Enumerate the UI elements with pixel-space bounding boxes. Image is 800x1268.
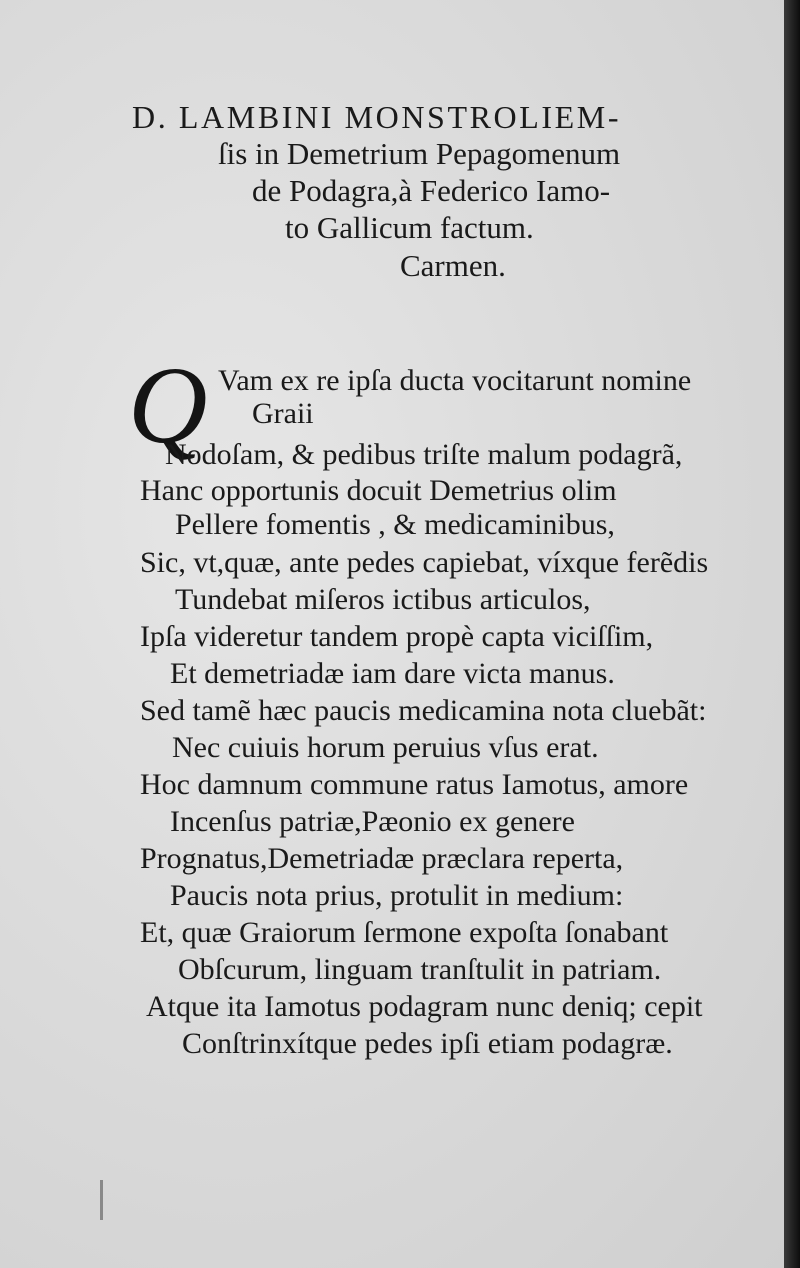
verse-line: Conſtrinxítque pedes ipſi etiam podagræ. [182, 1027, 673, 1060]
heading-line-1: D. LAMBINI MONSTROLIEM- [132, 99, 622, 135]
verse-line: Nec cuiuis horum peruius vſus erat. [172, 731, 599, 764]
verse-line: Ipſa videretur tandem propè capta viciſſim, [140, 620, 654, 653]
verse-line: Sed tamẽ hæc paucis medicamina nota cluebãt: [140, 694, 707, 727]
drop-cap: Q [128, 344, 208, 466]
verse-line: Tundebat miſeros ictibus articulos, [175, 583, 591, 616]
heading-line-2: ſis in Demetrium Pepagomenum [218, 136, 621, 171]
verse-line: Hanc opportunis docuit Demetrius olim [140, 474, 617, 507]
verse-line: Atque ita Iamotus podagram nunc deniq; cepit [146, 990, 703, 1023]
verse-line: Sic, vt,quæ, ante pedes capiebat, víxque ferẽdis [140, 546, 709, 579]
verse-line: Paucis nota prius, protulit in medium: [170, 879, 624, 912]
verse-line: Et, quæ Graiorum ſermone expoſta ſonabant [140, 916, 669, 949]
verse-line: Nodoſam, & pedibus triſte malum podagrã, [165, 438, 683, 471]
verse-line: Hoc damnum commune ratus Iamotus, amore [140, 768, 689, 801]
verse-line: Incenſus patriæ,Pæonio ex genere [170, 805, 575, 838]
verse-line: Obſcurum, linguam tranſtulit in patriam. [178, 953, 662, 986]
verse-line: Prognatus,Demetriadæ præclara reperta, [140, 842, 624, 875]
verse-line: Et demetriadæ iam dare victa manus. [170, 657, 615, 690]
heading-line-4: to Gallicum factum. [285, 210, 534, 245]
verse-line: Pellere fomentis , & medicaminibus, [175, 508, 615, 541]
paper-stain [100, 1180, 103, 1220]
heading-line-5: Carmen. [400, 248, 506, 283]
book-spine-edge [784, 0, 800, 1268]
heading-line-3: de Podagra,à Federico Iamo- [252, 173, 611, 208]
verse-line: Graii [252, 397, 314, 430]
verse-line: Vam ex re ipſa ducta vocitarunt nomine [218, 364, 692, 397]
